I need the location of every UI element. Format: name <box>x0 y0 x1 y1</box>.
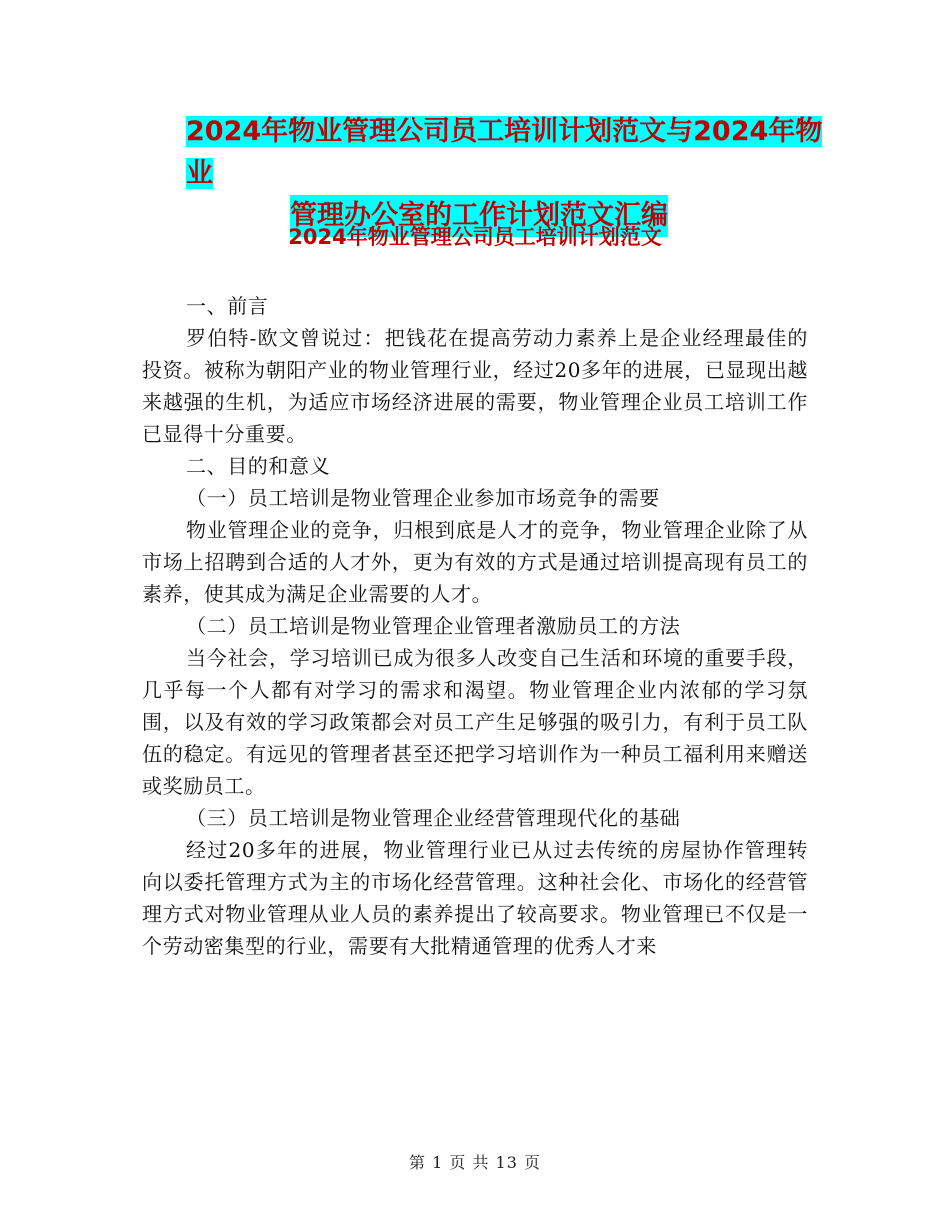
paragraph-subheading: （二）员工培训是物业管理企业管理者激励员工的方法 <box>186 614 681 638</box>
paragraph-subheading: （三）员工培训是物业管理企业经营管理现代化的基础 <box>186 806 681 830</box>
paragraph-heading-preface: 一、前言 <box>186 294 269 318</box>
paragraph: 经过20多年的进展，物业管理行业已从过去传统的房屋协作管理转向以委托管理方式为主的市场化经营管理。这种社会化、市场化的经营管理方式对物业管理从业人员的素养提出了较高要求。物业管理已不仅是一个劳动密集型的行业，需要有大批精通管理的优秀人才来 <box>142 838 808 958</box>
paragraph-heading-purpose: 二、目的和意义 <box>186 454 331 478</box>
document-title-line-1: 2024年物业管理公司员工培训计划范文与2024年物业 <box>186 116 823 189</box>
paragraph: 物业管理企业的竞争，归根到底是人才的竞争，物业管理企业除了从市场上招聘到合适的人才外，更为有效的方式是通过培训提高现有员工的素养，使其成为满足企业需要的人才。 <box>142 518 808 606</box>
paragraph: 罗伯特-欧文曾说过：把钱花在提高劳动力素养上是企业经理最佳的投资。被称为朝阳产业的物业管理行业，经过20多年的进展，已显现出越来越强的生机，为适应市场经济进展的需要，物业管理企业员工培训工作已显得十分重要。 <box>142 326 808 446</box>
document-body <box>142 290 808 962</box>
paragraph: 当今社会，学习培训已成为很多人改变自己生活和环境的重要手段，几乎每一个人都有对学习的需求和渴望。物业管理企业内浓郁的学习氛围，以及有效的学习政策都会对员工产生足够强的吸引力，有利于员工队伍的稳定。有远见的管理者甚至还把学习培训作为一种员工福利用来赠送或奖励员工。 <box>142 646 808 798</box>
paragraph-subheading: （一）员工培训是物业管理企业参加市场竞争的需要 <box>186 486 660 510</box>
section-heading: 2024年物业管理公司员工培训计划范文 <box>288 225 662 249</box>
document-title-line-2: 管理办公室的工作计划范文汇编 <box>290 195 668 237</box>
page-number-footer: 第 1 页 共 13 页 <box>409 1153 541 1172</box>
document-title <box>186 111 826 237</box>
